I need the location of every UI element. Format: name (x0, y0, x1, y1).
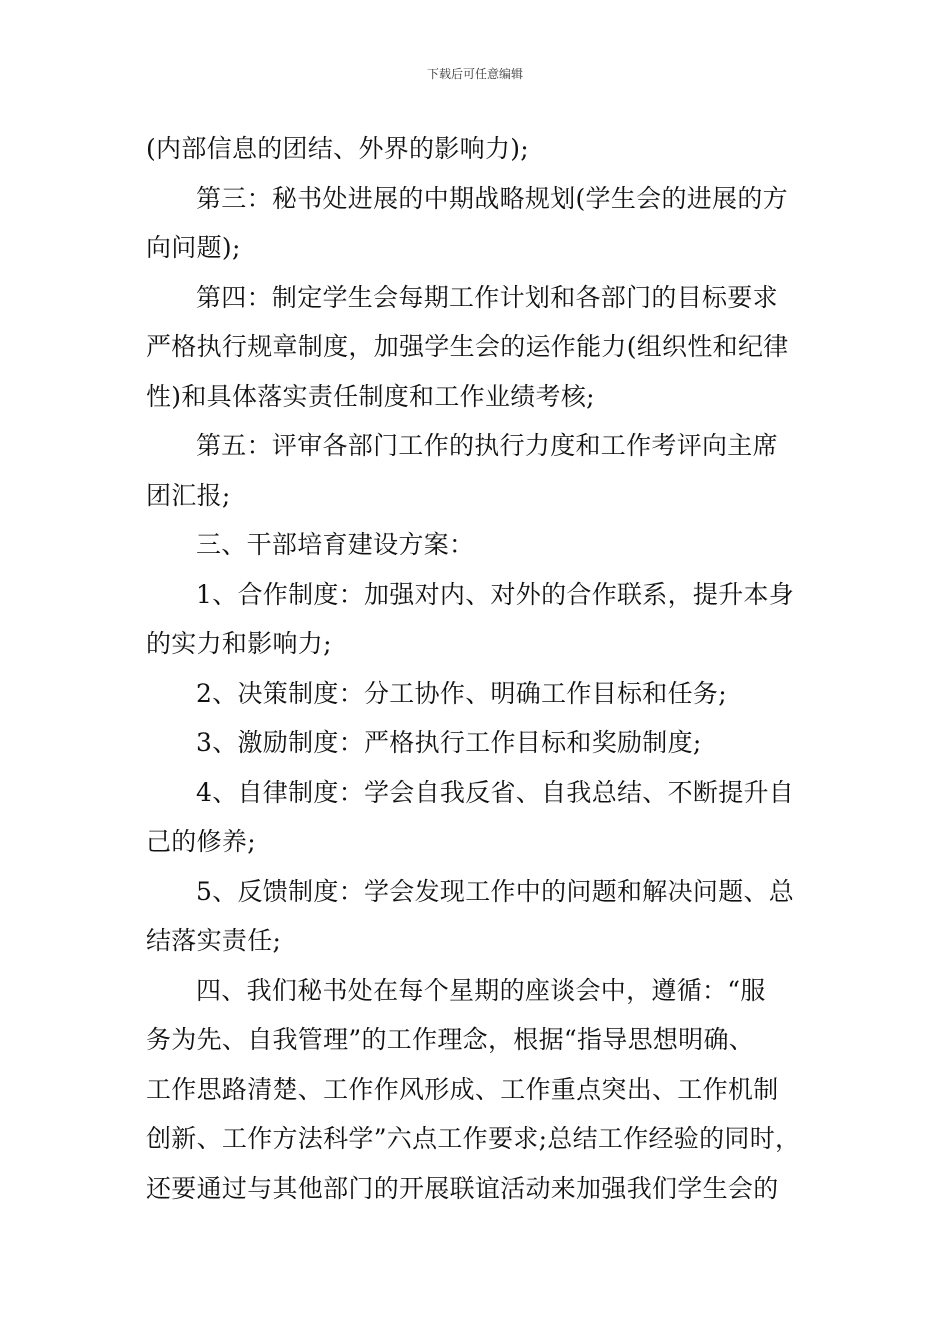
text-line: 团汇报; (146, 480, 231, 510)
text-line: 1、合作制度：加强对内、对外的合作联系，提升本身 (196, 579, 795, 609)
text-line: 5、反馈制度：学会发现工作中的问题和解决问题、总 (196, 876, 795, 906)
text-line: 第五：评审各部门工作的执行力度和工作考评向主席 (196, 431, 778, 460)
document-body (146, 124, 836, 1213)
text-line: 结落实责任; (146, 926, 282, 955)
text-line: (内部信息的团结、外界的影响力); (146, 134, 530, 163)
section-heading: 三、干部培育建设方案： (196, 530, 475, 559)
text-line: 第四：制定学生会每期工作计划和各部门的目标要求 (196, 282, 778, 312)
text-line: 务为先、自我管理”的工作理念，根据“指导思想明确、 (146, 1025, 755, 1054)
text-line: 己的修养; (146, 827, 256, 856)
text-line: 向问题); (146, 233, 241, 262)
text-line: 性)和具体落实责任制度和工作业绩考核; (146, 381, 595, 411)
text-line: 4、自律制度：学会自我反省、自我总结、不断提升自 (196, 777, 795, 807)
page-header: 下载后可任意编辑 (426, 67, 523, 81)
text-line: 第三：秘书处进展的中期战略规划(学生会的进展的方 (196, 183, 788, 213)
text-line: 2、决策制度：分工协作、明确工作目标和任务; (196, 678, 727, 708)
text-line: 3、激励制度：严格执行工作目标和奖励制度; (196, 728, 702, 757)
text-line: 四、我们秘书处在每个星期的座谈会中，遵循：“服 (196, 975, 766, 1005)
text-line: 工作思路清楚、工作作风形成、工作重点突出、工作机制 (146, 1074, 779, 1104)
text-line: 还要通过与其他部门的开展联谊活动来加强我们学生会的 (146, 1173, 779, 1203)
text-line: 创新、工作方法科学”六点工作要求;总结工作经验的同时， (146, 1124, 801, 1153)
text-line: 严格执行规章制度，加强学生会的运作能力(组织性和纪律 (146, 332, 789, 361)
text-line: 的实力和影响力; (146, 629, 332, 658)
